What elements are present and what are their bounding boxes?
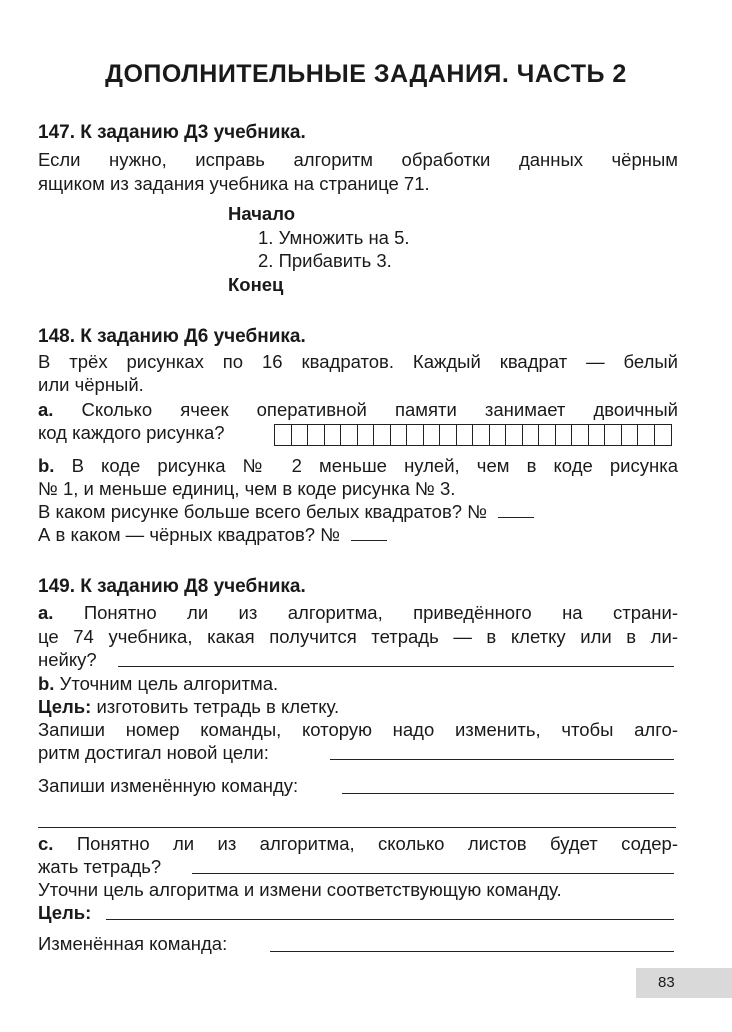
task-149-b-line-1: [38, 673, 278, 695]
code-cell[interactable]: [589, 425, 606, 445]
answer-goal-line[interactable]: [106, 919, 674, 920]
goal-text: изготовить тетрадь в клетку.: [96, 696, 340, 717]
changed-command-label: Изменённая команда:: [38, 933, 228, 954]
algorithm-step-2: 2. Прибавить 3.: [258, 250, 392, 271]
task-147-heading: 147. К заданию Д3 учебника.: [38, 122, 306, 143]
item-b-text: Уточним цель алгоритма.: [59, 673, 279, 694]
task-149-heading: 149. К заданию Д8 учебника.: [38, 576, 306, 597]
item-b-label: b.: [38, 455, 55, 476]
answer-command-line-2[interactable]: [38, 826, 676, 828]
answer-white-line[interactable]: [498, 516, 534, 518]
code-cell[interactable]: [655, 425, 672, 445]
answer-c-line[interactable]: [192, 873, 674, 874]
page-number: 83: [636, 968, 732, 998]
instruction-line-3: Запиши изменённую команду:: [38, 775, 299, 796]
code-cell[interactable]: [539, 425, 556, 445]
code-cell[interactable]: [308, 425, 325, 445]
item-b-label: b.: [38, 673, 55, 694]
task-148-text-line-1: В трёх рисунках по 16 квадратов. Каждый квадрат — белый: [38, 351, 678, 372]
binary-code-cells[interactable]: [274, 424, 672, 446]
item-c-label: с.: [38, 833, 54, 854]
task-147-text-line-1: Если нужно, исправь алгоритм обработки данных чёрным: [38, 149, 678, 170]
task-148-a-line-2: код каждого рисунка?: [38, 422, 225, 443]
algorithm-step-1: 1. Умножить на 5.: [258, 227, 410, 248]
task-149-c-line-1: [38, 833, 678, 855]
code-cell[interactable]: [622, 425, 639, 445]
algorithm-start: Начало: [228, 203, 296, 224]
question-white-squares: [38, 501, 534, 523]
code-cell[interactable]: [556, 425, 573, 445]
code-cell[interactable]: [572, 425, 589, 445]
code-cell[interactable]: [358, 425, 375, 445]
answer-command-line[interactable]: [342, 793, 674, 794]
item-b-text: В коде рисунка № 2 меньше нулей, чем в коде рисунка: [71, 455, 679, 476]
task-149-c-line-2: жать тетрадь?: [38, 856, 162, 877]
task-148-b-line-2: № 1, и меньше единиц, чем в коде рисунка № 3.: [38, 478, 456, 499]
question-white-text: В каком рисунке больше всего белых квадратов? №: [38, 501, 488, 522]
task-148-b-line-1: [38, 455, 678, 477]
code-cell[interactable]: [391, 425, 408, 445]
code-cell[interactable]: [440, 425, 457, 445]
task-148-text-line-2: или чёрный.: [38, 374, 144, 395]
code-cell[interactable]: [424, 425, 441, 445]
code-cell[interactable]: [490, 425, 507, 445]
code-cell[interactable]: [523, 425, 540, 445]
page-title: ДОПОЛНИТЕЛЬНЫЕ ЗАДАНИЯ. ЧАСТЬ 2: [105, 60, 627, 88]
code-cell[interactable]: [325, 425, 342, 445]
question-black-text: А в каком — чёрных квадратов? №: [38, 524, 341, 545]
answer-a-line[interactable]: [118, 666, 674, 667]
code-cell[interactable]: [457, 425, 474, 445]
answer-command-number-line[interactable]: [330, 759, 674, 760]
answer-black-line[interactable]: [351, 539, 387, 541]
answer-changed-command-line[interactable]: [270, 951, 674, 952]
code-cell[interactable]: [473, 425, 490, 445]
task-149-a-line-3: нейку?: [38, 649, 97, 670]
goal-label-2: Цель:: [38, 902, 92, 923]
code-cell[interactable]: [638, 425, 655, 445]
item-a-label: а.: [38, 399, 54, 420]
instruction-line-2: ритм достигал новой цели:: [38, 742, 269, 763]
task-148-heading: 148. К заданию Д6 учебника.: [38, 326, 306, 347]
task-147-text-line-2: ящиком из задания учебника на странице 71.: [38, 173, 430, 194]
item-a-label: а.: [38, 602, 54, 623]
question-black-squares: [38, 524, 387, 546]
code-cell[interactable]: [292, 425, 309, 445]
task-148-a-line-1: [38, 399, 678, 421]
goal-line: [38, 696, 339, 718]
code-cell[interactable]: [341, 425, 358, 445]
code-cell[interactable]: [407, 425, 424, 445]
task-149-a-line-1: [38, 602, 678, 624]
item-c-text: Понятно ли из алгоритма, сколько листов будет содер-: [76, 833, 678, 854]
item-a-text: Сколько ячеек оперативной памяти занимает двоичный: [81, 399, 679, 420]
goal-label: Цель:: [38, 696, 92, 717]
code-cell[interactable]: [275, 425, 292, 445]
code-cell[interactable]: [605, 425, 622, 445]
item-a-text: Понятно ли из алгоритма, приведённого на страни-: [83, 602, 679, 623]
task-149-c-line-3: Уточни цель алгоритма и измени соответствующую команду.: [38, 879, 562, 900]
code-cell[interactable]: [506, 425, 523, 445]
instruction-line-1: Запиши номер команды, которую надо изменить, чтобы алго-: [38, 719, 678, 740]
algorithm-end: Конец: [228, 274, 284, 295]
code-cell[interactable]: [374, 425, 391, 445]
task-149-a-line-2: це 74 учебника, какая получится тетрадь — в клетку или в ли-: [38, 626, 678, 647]
